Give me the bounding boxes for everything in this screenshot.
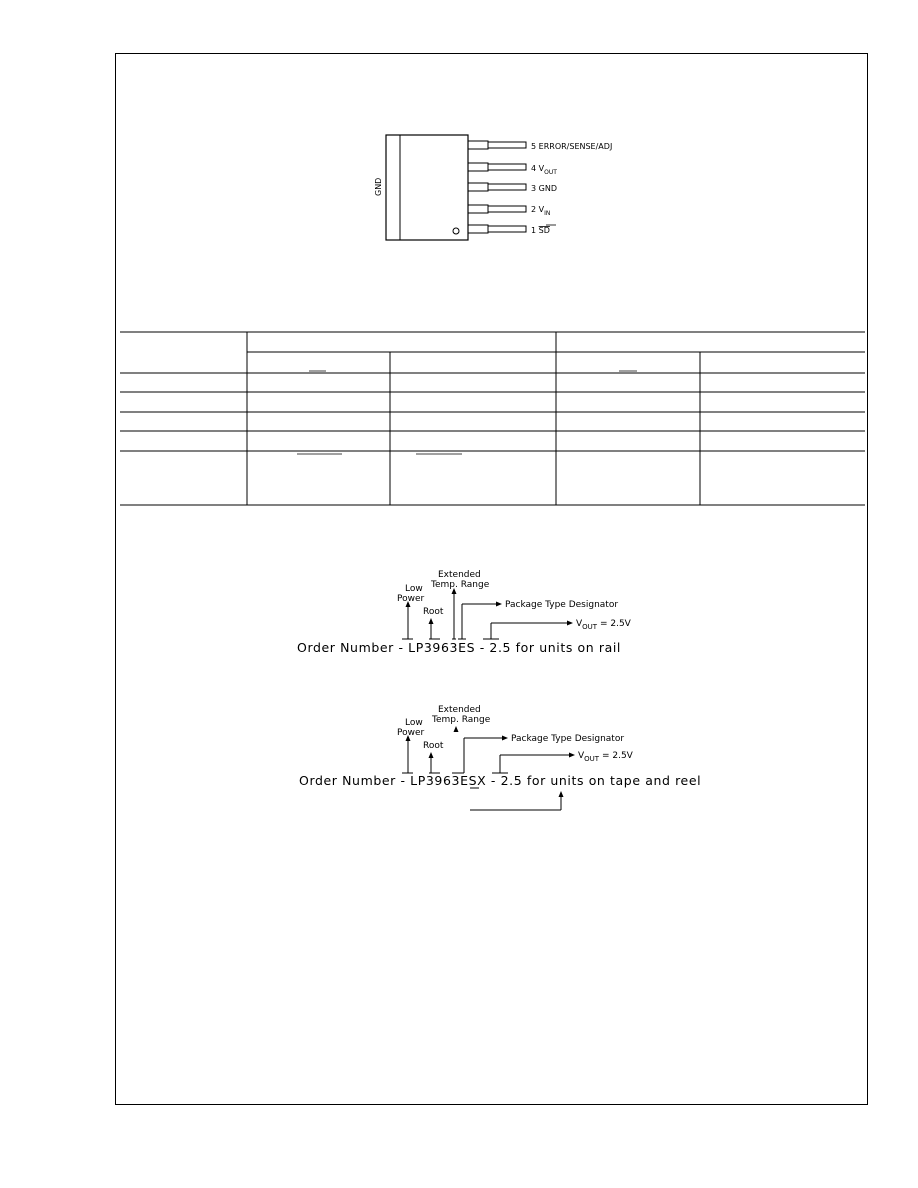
pin-5-name: ERROR/SENSE/ADJ: [538, 142, 613, 151]
pin1-marker: [453, 228, 459, 234]
pin-2: [468, 205, 550, 217]
pin-2-number: 2: [531, 205, 537, 214]
pin-1-number: 1: [531, 226, 537, 235]
svg-text:5 ERROR/SENSE/ADJ: [531, 142, 612, 151]
package-diagram: [360, 128, 640, 246]
tape-low-label: Low: [405, 718, 423, 728]
tape-temp-label: Temp. Range: [432, 715, 491, 725]
pin-4: [468, 163, 557, 176]
tape-ext-label: Extended: [438, 705, 481, 715]
tape-suffix: for units on tape and reel: [522, 773, 702, 788]
pin-3: [468, 183, 557, 193]
svg-text:1 SD: [531, 226, 550, 235]
rail-low-label: Low: [405, 584, 423, 594]
pin-4-name: V: [538, 164, 545, 173]
tape-vout-value: = 2.5V: [599, 751, 633, 761]
ordering-table: [120, 330, 866, 508]
pin-5: [468, 141, 612, 151]
tape-part-number: LP3963ES: [410, 773, 478, 788]
rail-root-label: Root: [423, 607, 444, 617]
rail-voltage: 2.5: [489, 640, 512, 655]
tape-dash: -: [486, 773, 501, 788]
rail-vout-sub: OUT: [582, 623, 598, 631]
svg-text:Order Number - LP3963ESX - 2.5: [299, 773, 701, 788]
rail-vout-value: = 2.5V: [597, 619, 631, 629]
rail-vout-v: V: [576, 619, 583, 629]
ordering-tape-diagram: [290, 700, 710, 818]
svg-text:VOUT = 2.5V: [576, 619, 632, 631]
ordering-rail-diagram: [290, 566, 650, 658]
tape-root-label: Root: [423, 741, 444, 751]
pin-1: [468, 225, 556, 235]
rail-package-label: Package Type Designator: [505, 600, 619, 610]
pin-5-number: 5: [531, 142, 537, 151]
svg-text:Low: [405, 584, 423, 594]
svg-text:3 GND: [531, 184, 557, 193]
svg-text:4 VOUT: [531, 164, 557, 176]
svg-text:Order Number - LP3963ES - 2.5: [297, 640, 621, 655]
tape-power-label: Power: [397, 728, 425, 738]
pin-3-name: GND: [538, 184, 557, 193]
package-body: [386, 135, 468, 240]
pin-4-number: 4: [531, 164, 537, 173]
pin-2-name: V: [538, 205, 545, 214]
rail-part-number: LP3963ES: [408, 640, 476, 655]
tape-vout-sub: OUT: [584, 755, 600, 763]
rail-dash: -: [475, 640, 490, 655]
rail-order-prefix: Order Number -: [297, 640, 409, 655]
tape-package-label: Package Type Designator: [511, 734, 625, 744]
tape-part-x: X: [477, 773, 487, 788]
pin-3-number: 3: [531, 184, 537, 193]
tab-label: GND: [374, 177, 383, 196]
pin-2-sub: IN: [544, 210, 551, 217]
rail-power-label: Power: [397, 594, 425, 604]
tape-order-prefix: Order Number -: [299, 773, 411, 788]
svg-text:2 VIN: [531, 205, 550, 217]
pin-4-sub: OUT: [544, 169, 557, 176]
rail-suffix: for units on rail: [511, 640, 622, 655]
svg-text:VOUT = 2.5V: [578, 751, 634, 763]
tape-voltage: 2.5: [500, 773, 523, 788]
pin-1-name: SD: [538, 226, 550, 235]
rail-ext-label: Extended: [438, 570, 481, 580]
tape-vout-v: V: [578, 751, 585, 761]
rail-temp-label: Temp. Range: [431, 580, 490, 590]
